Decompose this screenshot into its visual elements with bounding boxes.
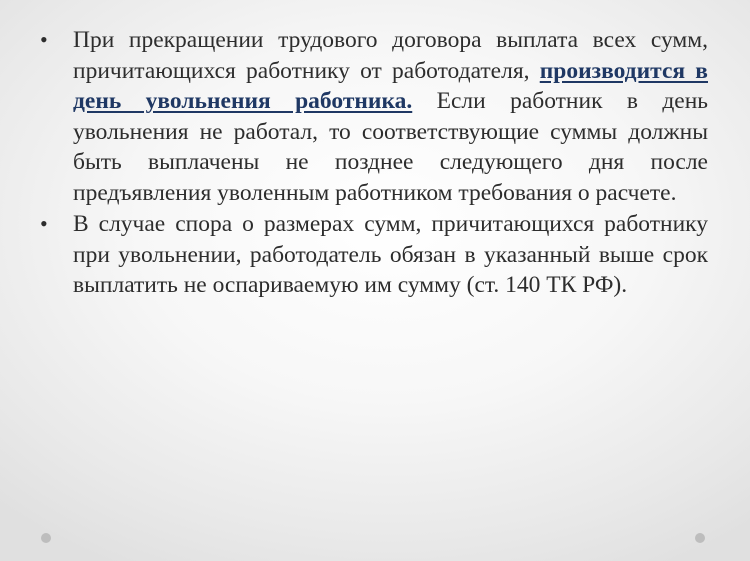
bullet-text-2: В случае спора о размерах сумм, причитающихся работнику при увольнении, работодатель обязан в указанный выше срок выплатить не оспариваемую им сумму (ст. 140 ТК РФ). — [73, 211, 708, 298]
bullet-text-1-start: При прекращении трудового договора выплата всех сумм, причитающихся работнику от работодателя, — [73, 27, 708, 84]
bullet-item-1 — [40, 25, 708, 208]
bullet-marker: • — [40, 211, 48, 236]
bullet-marker: • — [40, 27, 48, 52]
bullet-text-1-emphasis: производится в день увольнения работника. — [73, 57, 708, 114]
bullet-text-1-end: Если работник в день увольнения не работал, то соответствующие суммы должны быть выплачены не позднее следующего дня после предъявления уволенным работником требования о расчете. — [73, 88, 708, 206]
nav-dot-left-icon[interactable] — [41, 533, 51, 543]
bullet-text-1 — [73, 25, 708, 208]
bullet-item-2 — [40, 209, 708, 301]
nav-dot-right-icon[interactable] — [695, 533, 705, 543]
bullet-list — [40, 25, 708, 302]
